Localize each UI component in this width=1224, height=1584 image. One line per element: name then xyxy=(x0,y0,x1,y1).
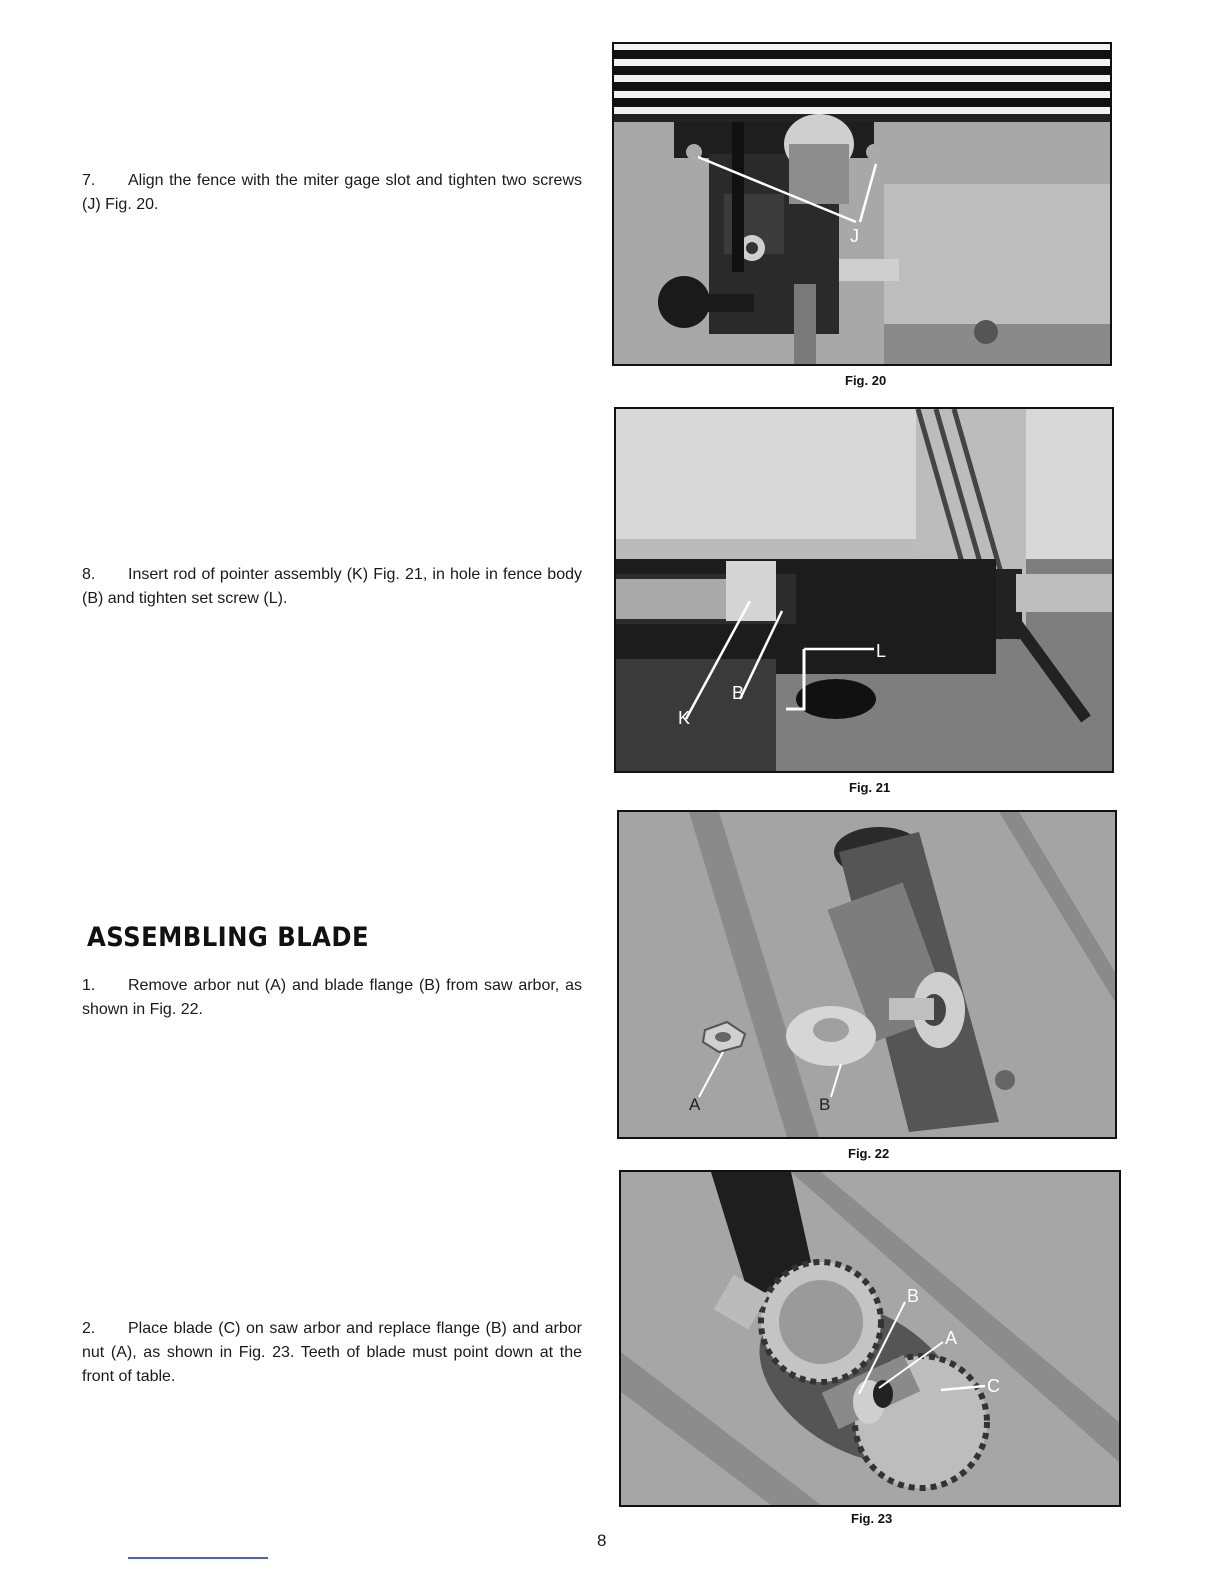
step-7-number: 7. xyxy=(82,172,96,189)
figure-20-caption: Fig. 20 xyxy=(845,373,887,388)
blade-step-2-paragraph xyxy=(82,1317,582,1389)
arbor-nut-photo xyxy=(619,812,1115,1137)
pointer-assembly-photo xyxy=(616,409,1112,771)
fig23-label-a: A xyxy=(945,1328,958,1348)
fig21-label-b: B xyxy=(732,683,745,703)
page-number: 8 xyxy=(597,1531,607,1550)
fig20-label-j: J xyxy=(850,226,859,246)
blade-step-1-paragraph xyxy=(82,974,582,1022)
blade-install-photo xyxy=(621,1172,1119,1505)
step-7-text: Align the fence with the miter gage slot and tighten two screws (J) Fig. 20. xyxy=(82,172,582,213)
fig23-label-b: B xyxy=(907,1286,920,1306)
fig22-label-a: A xyxy=(689,1095,701,1114)
figure-21-photo xyxy=(614,407,1114,773)
blade-step-1-text: Remove arbor nut (A) and blade flange (B) from saw arbor, as shown in Fig. 22. xyxy=(82,977,582,1018)
figure-22-caption: Fig. 22 xyxy=(848,1146,890,1161)
figure-23-photo xyxy=(619,1170,1121,1507)
fence-clamp-photo xyxy=(614,44,1110,364)
fig21-label-k: K xyxy=(678,708,691,728)
step-7-paragraph xyxy=(82,169,582,217)
figure-23-caption: Fig. 23 xyxy=(851,1511,893,1526)
fig21-label-l: L xyxy=(876,641,887,661)
fig23-label-c: C xyxy=(987,1376,1000,1396)
step-8-paragraph xyxy=(82,563,582,611)
step-8-number: 8. xyxy=(82,566,96,583)
step-8-text: Insert rod of pointer assembly (K) Fig. 21, in hole in fence body (B) and tighten set screw (L). xyxy=(82,566,582,607)
figure-21-caption: Fig. 21 xyxy=(849,780,891,795)
blade-step-2-number: 2. xyxy=(82,1320,96,1337)
footer-rule xyxy=(128,1557,268,1559)
fig22-label-b: B xyxy=(819,1095,831,1114)
blade-step-2-text: Place blade (C) on saw arbor and replace flange (B) and arbor nut (A), as shown in Fig. 23. Teeth of blade must point down at the front of table. xyxy=(82,1320,582,1385)
figure-20-photo xyxy=(612,42,1112,366)
blade-step-1-number: 1. xyxy=(82,977,96,994)
section-heading: ASSEMBLING BLADE xyxy=(87,922,370,953)
figure-22-photo xyxy=(617,810,1117,1139)
